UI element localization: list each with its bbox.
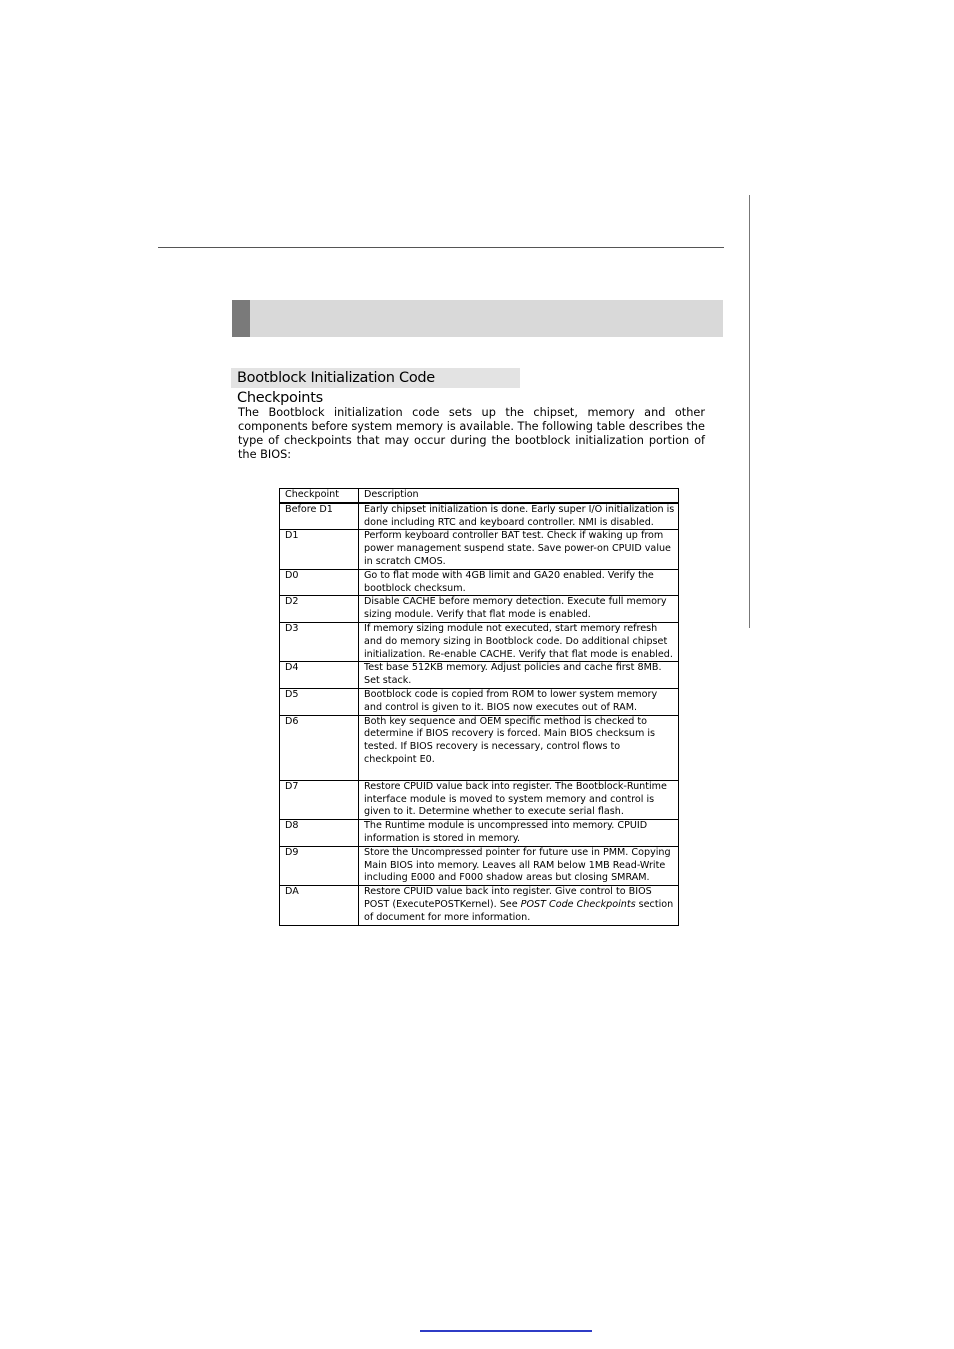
- intro-paragraph: The Bootblock initialization code sets up the chipset, memory and other components before system memory is available. The following table describes the type of checkpoints that may occur during the bootblock initialization portion of the BIOS:: [238, 406, 705, 461]
- table-row: [280, 886, 679, 925]
- checkpoint-description: Go to flat mode with 4GB limit and GA20 enabled. Verify the bootblock checksum.: [359, 569, 679, 596]
- checkpoint-code: D4: [280, 662, 359, 689]
- checkpoint-code: Before D1: [280, 503, 359, 530]
- footer-link-underline[interactable]: [420, 1330, 592, 1332]
- description-text: Restore CPUID value back into register. Give control to BIOS POST (ExecutePOSTKernel). See: [364, 886, 652, 910]
- checkpoint-description: Store the Uncompressed pointer for future use in PMM. Copying Main BIOS into memory. Leaves all RAM below 1MB Read-Write including E000 and F000 shadow areas but closing SMRAM.: [359, 846, 679, 885]
- table-row: [280, 530, 679, 569]
- header-description: Description: [359, 489, 679, 503]
- header-rule: [158, 247, 724, 248]
- checkpoint-code: D5: [280, 688, 359, 715]
- checkpoint-code: D6: [280, 715, 359, 780]
- table-row: [280, 780, 679, 819]
- table-header-row: [280, 489, 679, 503]
- table-row: [280, 662, 679, 689]
- checkpoint-description: If memory sizing module not executed, start memory refresh and do memory sizing in Bootblock code. Do additional chipset initialization. Re-enable CACHE. Verify that flat mode is enabled.: [359, 622, 679, 661]
- checkpoint-code: D3: [280, 622, 359, 661]
- header-checkpoint: Checkpoint: [280, 489, 359, 503]
- checkpoint-description: Restore CPUID value back into register. The Bootblock-Runtime interface module is moved to system memory and control is given to it. Determine whether to execute serial flash.: [359, 780, 679, 819]
- table-row: [280, 622, 679, 661]
- table-row: [280, 846, 679, 885]
- checkpoint-description: Early chipset initialization is done. Early super I/O initialization is done including RTC and keyboard controller. NMI is disabled.: [359, 503, 679, 530]
- description-text: section of document for more information.: [364, 898, 674, 923]
- checkpoint-code: D9: [280, 846, 359, 885]
- checkpoint-code: D8: [280, 820, 359, 847]
- checkpoint-description: Test base 512KB memory. Adjust policies and cache first 8MB. Set stack.: [359, 662, 679, 689]
- checkpoint-code: DA: [280, 886, 359, 925]
- section-banner-marker: [232, 300, 250, 337]
- checkpoint-table: [279, 488, 679, 926]
- section-subheading: Bootblock Initialization Code Checkpoints: [231, 368, 520, 388]
- table-row: [280, 820, 679, 847]
- checkpoint-description: [359, 886, 679, 925]
- checkpoint-code: D7: [280, 780, 359, 819]
- table-row: [280, 569, 679, 596]
- checkpoint-code: D2: [280, 596, 359, 623]
- checkpoint-code: D1: [280, 530, 359, 569]
- table-row: [280, 503, 679, 530]
- side-margin-rule: [749, 195, 750, 628]
- description-reference: POST Code Checkpoints: [520, 898, 636, 910]
- checkpoint-code: D0: [280, 569, 359, 596]
- checkpoint-description: Perform keyboard controller BAT test. Check if waking up from power management suspend state. Save power-on CPUID value in scratch CMOS.: [359, 530, 679, 569]
- checkpoint-description: Disable CACHE before memory detection. Execute full memory sizing module. Verify that flat mode is enabled.: [359, 596, 679, 623]
- checkpoint-description: Bootblock code is copied from ROM to lower system memory and control is given to it. BIOS now executes out of RAM.: [359, 688, 679, 715]
- checkpoint-description: Both key sequence and OEM specific method is checked to determine if BIOS recovery is forced. Main BIOS checksum is tested. If BIOS recovery is necessary, control flows to checkpoint E0.: [359, 715, 679, 780]
- table-row: [280, 596, 679, 623]
- table-row: [280, 688, 679, 715]
- table-row: [280, 715, 679, 780]
- checkpoint-description: The Runtime module is uncompressed into memory. CPUID information is stored in memory.: [359, 820, 679, 847]
- section-banner: [232, 300, 723, 337]
